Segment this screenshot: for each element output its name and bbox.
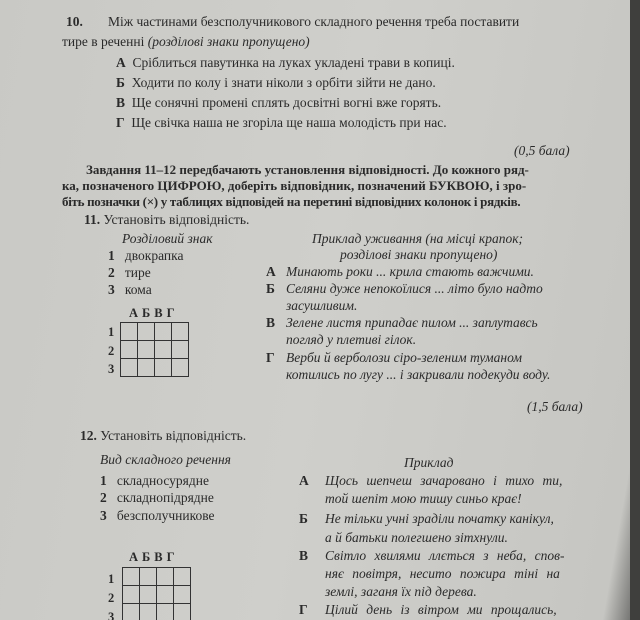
instructions-line-1: Завдання 11–12 передбачають установлення відповідності. До кожного ряд- [86, 162, 529, 177]
q10-note: (розділові знаки пропущено) [147, 34, 310, 49]
q11-right-header-2: розділові знаки пропущено) [340, 247, 498, 262]
q11-example-letter: В [266, 315, 276, 330]
answer-cell[interactable] [157, 586, 174, 604]
q11-grid-row-label: 1 [108, 325, 115, 339]
answer-cell[interactable] [174, 568, 191, 586]
answer-cell[interactable] [123, 604, 140, 620]
answer-cell[interactable] [121, 323, 138, 341]
q12-item [100, 473, 209, 488]
answer-cell[interactable] [121, 341, 138, 359]
answer-cell[interactable] [157, 568, 174, 586]
item-text: тире [124, 265, 151, 280]
q10-number: 10. [66, 14, 83, 29]
q12-right-header: Приклад [404, 455, 454, 470]
q12-grid-row-label: 2 [108, 591, 115, 605]
q11-example-line: Минають роки ... крила стають важчими. [286, 264, 534, 279]
q12-example-line: Щось шепчеш зачаровано і тихо ти, [325, 473, 563, 488]
q12-grid-row-label: 1 [108, 572, 115, 586]
q11-example-line: Селяни дуже непокоїлися ... літо було надто [286, 281, 543, 296]
q12-item [100, 508, 214, 523]
q12-answer-grid[interactable] [122, 567, 191, 620]
answer-cell[interactable] [121, 359, 138, 377]
answer-cell[interactable] [140, 586, 157, 604]
item-number: 3 [100, 508, 107, 523]
answer-cell[interactable] [155, 341, 172, 359]
answer-cell[interactable] [155, 323, 172, 341]
item-text: складносурядне [116, 473, 209, 488]
answer-cell[interactable] [138, 341, 155, 359]
answer-cell[interactable] [140, 568, 157, 586]
option-letter: Б [116, 75, 125, 90]
q11-example-line: Верби й верболози сіро-зеленим туманом [286, 350, 522, 365]
q11-grid-row-label: 2 [108, 344, 115, 358]
q11-grid-row-label: 3 [108, 362, 115, 376]
q12-grid-row-label: 3 [108, 610, 115, 620]
q12-example-line: Цілий день із вітром ми прощались, [325, 602, 557, 617]
q11-grid-columns: АБВГ [129, 306, 179, 320]
q12-example-line: няє повітря, несито пожира тіні на [325, 566, 560, 581]
option-letter: А [116, 55, 126, 70]
q12-title-text: Установіть відповідність. [100, 428, 247, 443]
q11-example-letter: А [266, 264, 276, 279]
q12-example-line: Світло хвилями ллється з неба, спов- [325, 548, 565, 563]
q12-example-line: а й батьки полегшено зітхнули. [325, 530, 508, 545]
item-number: 3 [108, 282, 115, 297]
answer-cell[interactable] [172, 323, 189, 341]
q11-points: (1,5 бала) [527, 399, 583, 414]
q12-number: 12. [80, 428, 97, 443]
answer-cell[interactable] [138, 359, 155, 377]
q12-item [100, 490, 214, 505]
item-text: кома [124, 282, 152, 297]
answer-cell[interactable] [172, 341, 189, 359]
q12-example-letter: Г [299, 602, 308, 617]
q11-number: 11. [84, 212, 101, 227]
q12-example-line: той шепіт мою тишу синьо крає! [325, 491, 522, 506]
q10-option-d [116, 115, 447, 130]
option-text: Ще сонячні промені сплять досвітні вогні вже горять. [131, 95, 442, 110]
q12-title [80, 428, 246, 443]
q11-example-letter: Б [266, 281, 275, 296]
q12-left-header: Вид складного речення [100, 452, 231, 467]
q11-answer-grid[interactable] [120, 322, 189, 377]
answer-cell[interactable] [123, 586, 140, 604]
q10-option-c [116, 95, 441, 110]
q10-points: (0,5 бала) [514, 143, 570, 158]
instructions-line-3: біть позначки (×) у таблицях відповідей на перетині відповідних колонок і рядків. [62, 194, 521, 209]
q12-example-line: Не тільки учні зраділи початку канікул, [325, 511, 554, 526]
item-number: 2 [108, 265, 115, 280]
item-text: безсполучникове [116, 508, 215, 523]
option-text: Ще свічка наша не згоріла ще наша молодість при нас. [131, 115, 447, 130]
q10-option-b [116, 75, 436, 90]
page-edge-shadow [630, 0, 640, 620]
q12-example-letter: В [299, 548, 309, 563]
q11-right-header-1: Приклад уживання (на місці крапок; [312, 231, 524, 246]
answer-cell[interactable] [155, 359, 172, 377]
q11-title-text: Установіть відповідність. [103, 212, 250, 227]
answer-cell[interactable] [140, 604, 157, 620]
answer-cell[interactable] [174, 586, 191, 604]
q11-example-line: котились по лугу ... і закривали подекуди воду. [286, 367, 551, 382]
option-letter: В [116, 95, 126, 110]
q11-title [84, 212, 249, 227]
item-number: 1 [100, 473, 107, 488]
option-letter: Г [116, 115, 125, 130]
q12-example-letter: Б [299, 511, 308, 526]
q11-left-header: Розділовий знак [122, 231, 213, 246]
answer-cell[interactable] [174, 604, 191, 620]
answer-cell[interactable] [172, 359, 189, 377]
item-number: 1 [108, 248, 115, 263]
q11-item [108, 265, 151, 280]
q11-item [108, 282, 152, 297]
item-text: двокрапка [124, 248, 184, 263]
q11-example-letter: Г [266, 350, 275, 365]
answer-cell[interactable] [138, 323, 155, 341]
item-number: 2 [100, 490, 107, 505]
answer-cell[interactable] [157, 604, 174, 620]
q10-text: Між частинами безсполучникового складного речення треба поставити [108, 14, 520, 29]
q10-text-2-main: тире в реченні [62, 34, 145, 49]
q11-item [108, 248, 183, 263]
q12-grid-columns: АБВГ [129, 550, 179, 564]
q11-example-line: погляд у плетиві гілок. [286, 332, 417, 347]
instructions-line-2: ка, позначеного ЦИФРОЮ, доберіть відповідник, позначений БУКВОЮ, і зро- [62, 178, 527, 193]
q11-example-line: Зелене листя припадає пилом ... заплутавсь [286, 315, 538, 330]
q10-text-2 [62, 34, 310, 49]
item-text: складнопідрядне [116, 490, 214, 505]
answer-cell[interactable] [123, 568, 140, 586]
q12-example-letter: А [299, 473, 309, 488]
q10-option-a [116, 55, 455, 70]
option-text: Сріблиться павутинка на луках укладені трави в копиці. [132, 55, 455, 70]
q12-example-line: землі, заганя їх під дерева. [325, 584, 477, 599]
option-text: Ходити по колу і знати ніколи з орбіти зійти не дано. [131, 75, 436, 90]
q11-example-line: засушливим. [286, 298, 358, 313]
